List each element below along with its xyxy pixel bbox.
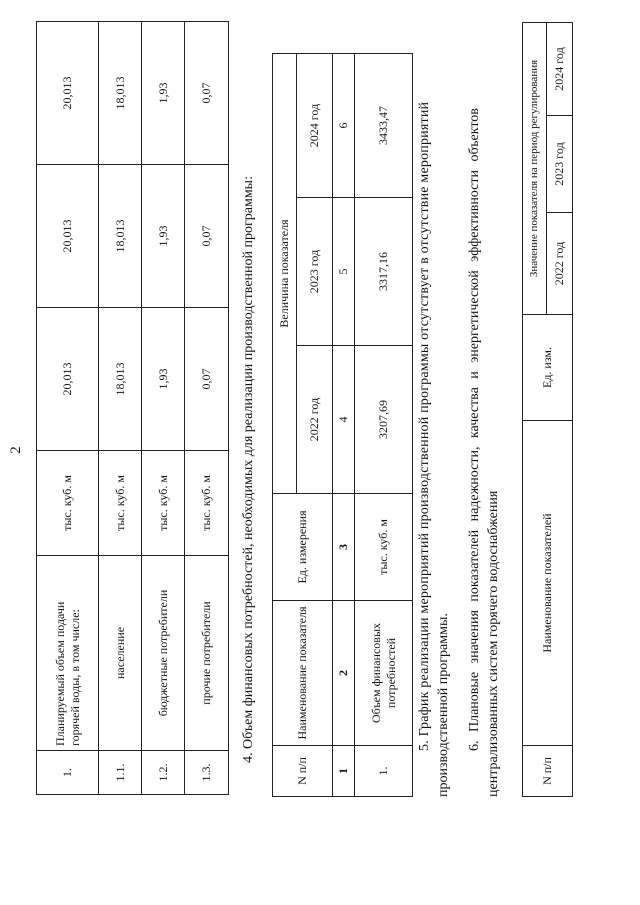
index-row bbox=[333, 54, 355, 797]
col-header-num: N п/п bbox=[273, 746, 333, 797]
row-unit: тыс. куб. м bbox=[99, 451, 142, 556]
col-header-name: Наименование показателей bbox=[523, 421, 573, 746]
row-number: 1.2. bbox=[142, 751, 185, 795]
col-header-2024: 2024 год bbox=[297, 54, 333, 198]
financial-needs-table bbox=[272, 53, 413, 797]
header-row bbox=[273, 54, 297, 797]
value-2022: 1,93 bbox=[142, 308, 185, 451]
value-2023: 1,93 bbox=[142, 165, 185, 308]
row-number: 1.3. bbox=[185, 751, 229, 795]
col-header-name: Наименование показателя bbox=[273, 601, 333, 746]
header-row bbox=[523, 22, 547, 796]
row-unit: тыс. куб. м bbox=[142, 451, 185, 556]
row-number: 1. bbox=[37, 751, 99, 795]
row-name: Планируемый объем подачи горячей воды, в том числе: bbox=[37, 556, 99, 751]
index-cell: 5 bbox=[333, 198, 355, 346]
page-number: 2 bbox=[8, 446, 24, 454]
index-cell: 3 bbox=[333, 494, 355, 601]
value-2023: 3317,16 bbox=[355, 198, 413, 346]
col-header-2024: 2024 год bbox=[547, 22, 573, 115]
col-header-unit: Ед. измерения bbox=[273, 494, 333, 601]
section-6-paragraph bbox=[466, 25, 504, 797]
col-header-group: Значение показателя на период регулирования bbox=[523, 22, 547, 314]
row-unit: тыс. куб. м bbox=[185, 451, 229, 556]
table-row bbox=[355, 54, 413, 797]
value-2022: 20,013 bbox=[37, 308, 99, 451]
row-name: Объем финансовых потребностей bbox=[355, 601, 413, 746]
value-2022: 3207,69 bbox=[355, 346, 413, 494]
col-header-2022: 2022 год bbox=[297, 346, 333, 494]
index-cell: 1 bbox=[333, 746, 355, 797]
row-number: 1. bbox=[355, 746, 413, 797]
section-4-heading: 4. Объем финансовых потребностей, необходимых для реализации производственной программы: bbox=[241, 176, 256, 763]
col-header-num: N п/п bbox=[523, 746, 573, 797]
section-5-line-2: производственной программы. bbox=[435, 613, 451, 797]
row-name: бюджетные потребители bbox=[142, 556, 185, 751]
value-2023: 18,013 bbox=[99, 165, 142, 308]
value-2023: 20,013 bbox=[37, 165, 99, 308]
col-header-unit: Ед. изм. bbox=[523, 315, 573, 421]
col-header-2023: 2023 год bbox=[547, 116, 573, 213]
row-name: население bbox=[99, 556, 142, 751]
value-2023: 0,07 bbox=[185, 165, 229, 308]
section-5-paragraph bbox=[416, 25, 454, 797]
indicators-table bbox=[522, 22, 573, 797]
table-row bbox=[185, 22, 229, 795]
index-cell: 6 bbox=[333, 54, 355, 198]
row-number: 1.1. bbox=[99, 751, 142, 795]
section-6-line-1: 6. Плановые значения показателей надежности, качества и энергетической эффективности объектов bbox=[467, 108, 482, 751]
row-unit: тыс. куб. м bbox=[355, 494, 413, 601]
value-2024: 0,07 bbox=[185, 22, 229, 165]
index-cell: 4 bbox=[333, 346, 355, 494]
section-5-line-1: 5. График реализации мероприятий производственной программы отсутствует в отсутствие мероприятий bbox=[417, 101, 432, 751]
table-row bbox=[142, 22, 185, 795]
value-2024: 18,013 bbox=[99, 22, 142, 165]
index-cell: 2 bbox=[333, 601, 355, 746]
value-2022: 0,07 bbox=[185, 308, 229, 451]
value-2022: 18,013 bbox=[99, 308, 142, 451]
col-header-2022: 2022 год bbox=[547, 213, 573, 315]
table-row bbox=[99, 22, 142, 795]
value-2024: 3433,47 bbox=[355, 54, 413, 198]
value-2024: 1,93 bbox=[142, 22, 185, 165]
row-name: прочие потребители bbox=[185, 556, 229, 751]
row-unit: тыс. куб. м bbox=[37, 451, 99, 556]
col-header-group: Величина показателя bbox=[273, 54, 297, 494]
col-header-2023: 2023 год bbox=[297, 198, 333, 346]
value-2024: 20,013 bbox=[37, 22, 99, 165]
volume-table bbox=[36, 21, 229, 795]
section-6-line-2: централизованных систем горячего водоснабжения bbox=[485, 490, 501, 797]
table-row bbox=[37, 22, 99, 795]
